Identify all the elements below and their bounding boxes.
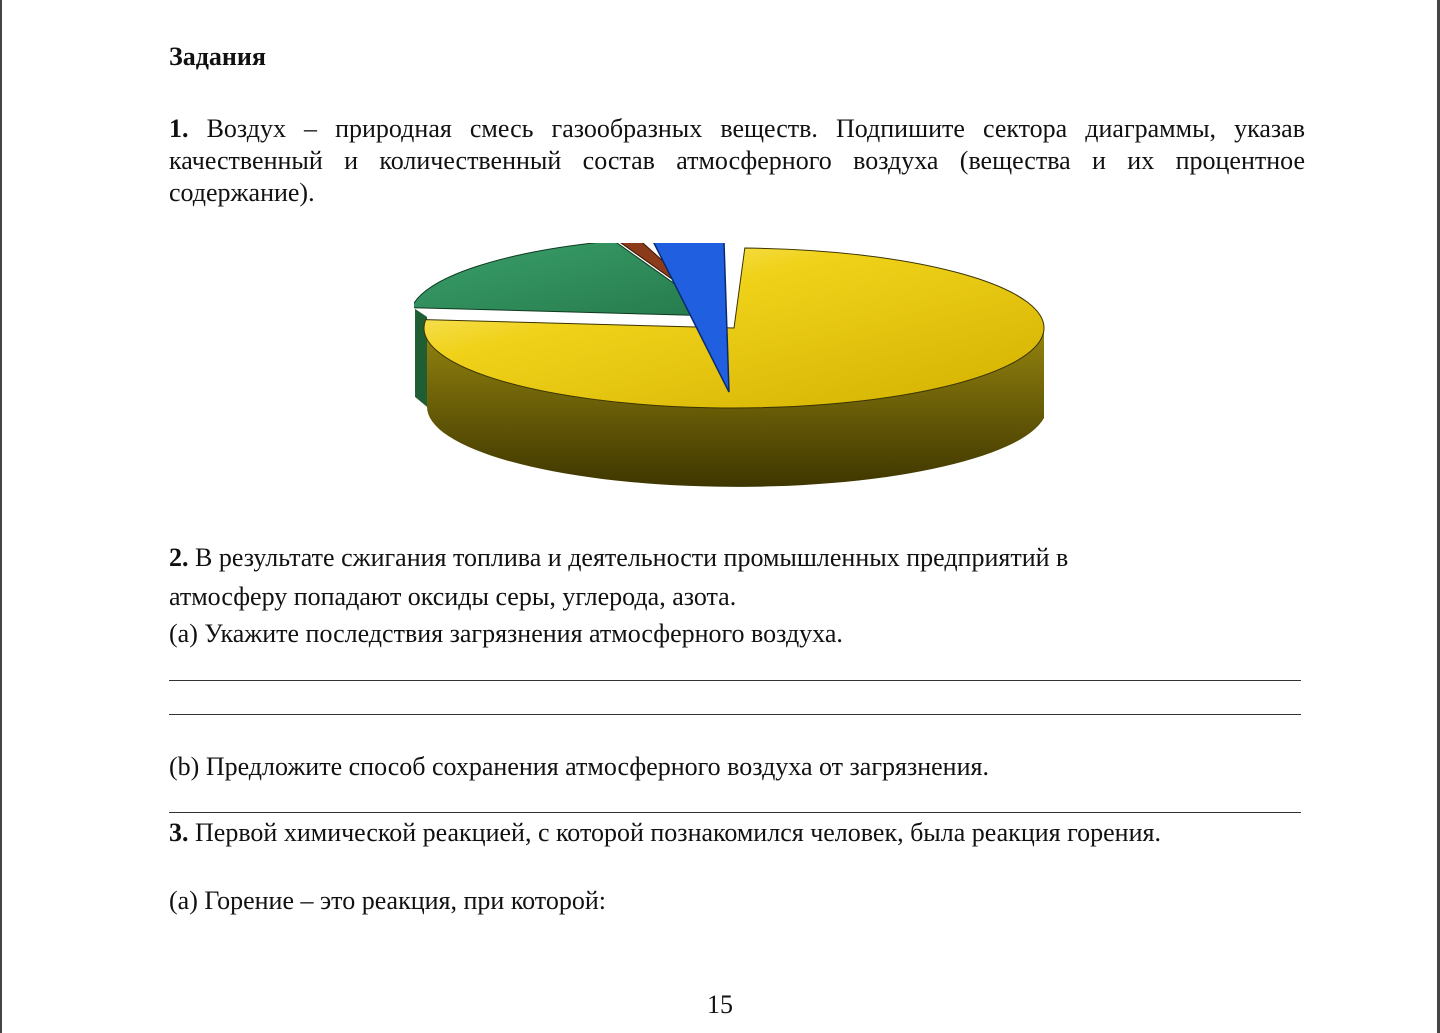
document-page	[169, 0, 1305, 1033]
task-1-number: 1.	[169, 114, 189, 143]
task-2-line-2: атмосферу попадают оксиды серы, углерода, азота.	[169, 582, 737, 611]
task-2-text-1: В результате сжигания топлива и деятельности промышленных предприятий в	[188, 543, 1069, 572]
task-3-number: 3.	[169, 818, 189, 847]
task-2-number: 2.	[169, 543, 189, 572]
section-heading: Задания	[169, 42, 266, 71]
answer-line-2b[interactable]	[169, 812, 1301, 813]
task-2-line-1	[169, 543, 1068, 573]
page-number: 15	[707, 990, 733, 1019]
task-2b-question: (b) Предложите способ сохранения атмосферного воздуха от загрязнения.	[169, 752, 989, 781]
page-edge-left	[0, 0, 2, 1033]
answer-line-2a-2[interactable]	[169, 714, 1301, 715]
task-1-paragraph	[169, 113, 1305, 209]
task-1-text: Воздух – природная смесь газообразных веществ. Подпишите сектора диаграммы, указав качественный и количественный состав атмосферного воздуха (вещества и их процентное содержание).	[169, 114, 1305, 207]
answer-line-2a-1[interactable]	[169, 680, 1301, 681]
air-composition-pie-chart	[414, 243, 1069, 513]
task-2a-question: (a) Укажите последствия загрязнения атмосферного воздуха.	[169, 619, 843, 648]
task-3-line	[169, 818, 1161, 848]
task-3-text: Первой химической реакцией, с которой познакомился человек, была реакция горения.	[188, 818, 1161, 847]
task-3a-question: (a) Горение – это реакция, при которой:	[169, 886, 606, 915]
